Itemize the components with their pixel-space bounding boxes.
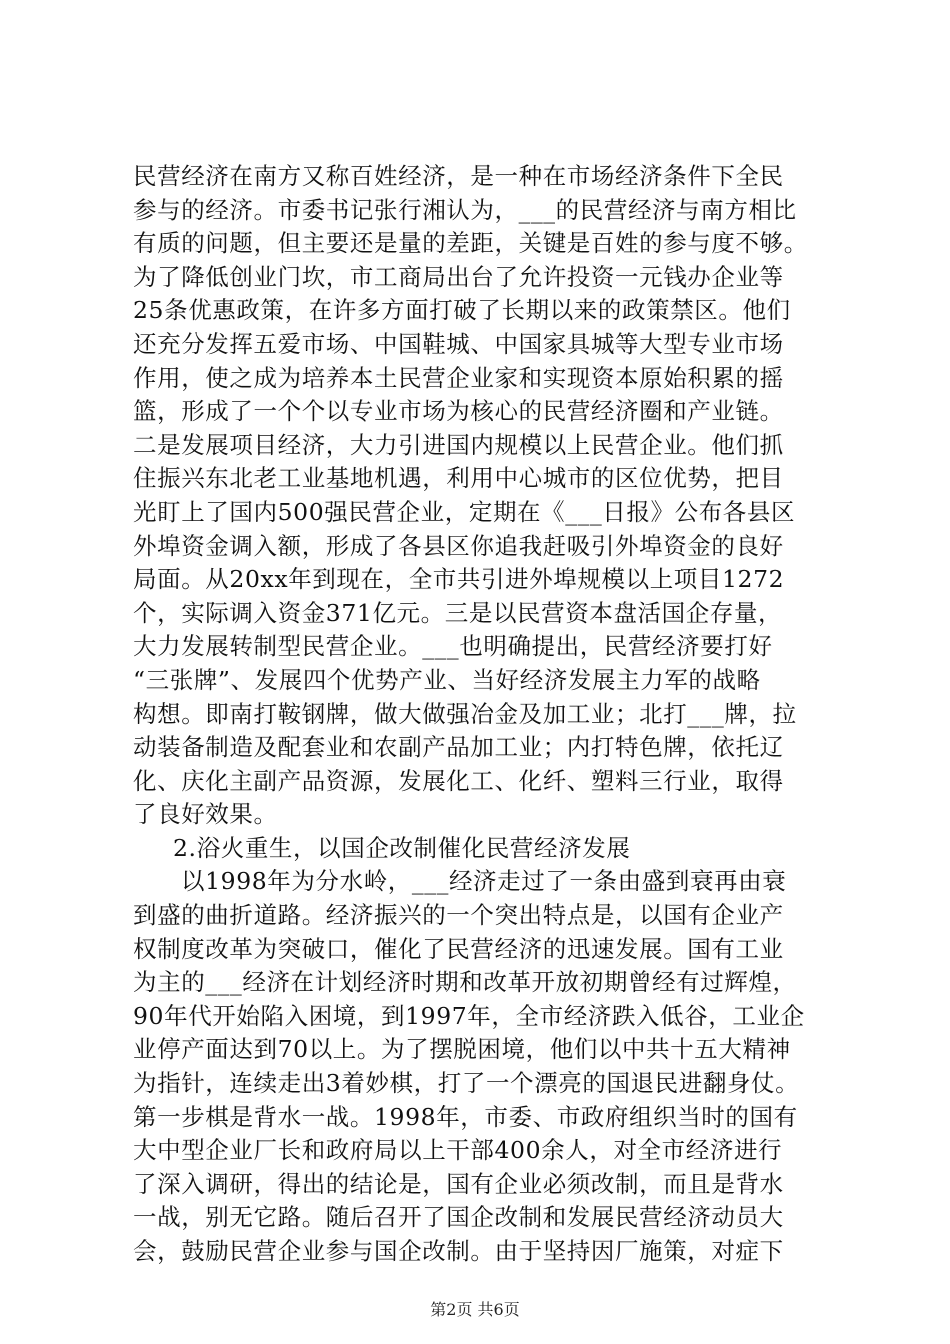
text-line: 到盛的曲折道路。经济振兴的一个突出特点是，以国有企业产 [133, 901, 784, 930]
text-line: 个，实际调入资金371亿元。三是以民营资本盘活国企存量， [133, 598, 783, 627]
text-line: 还充分发挥五爱市场、中国鞋城、中国家具城等大型专业市场 [133, 329, 784, 358]
text-line: “三张牌”、发展四个优势产业、当好经济发展主力军的战略 [133, 665, 761, 694]
text-line: 业停产面达到70以上。为了摆脱困境，他们以中共十五大精神 [133, 1035, 791, 1064]
text-line: 有质的问题，但主要还是量的差距，关键是百姓的参与度不够。 [133, 229, 808, 258]
text-line: 外埠资金调入额，形成了各县区你追我赶吸引外埠资金的良好 [133, 531, 784, 560]
text-line: 构想。即南打鞍钢牌，做大做强冶金及加工业；北打___牌，拉 [133, 699, 797, 728]
text-line: 权制度改革为突破口，催化了民营经济的迅速发展。国有工业 [133, 934, 784, 963]
text-line: 一战，别无它路。随后召开了国企改制和发展民营经济动员大 [133, 1203, 784, 1232]
text-line: 为指针，连续走出3着妙棋，打了一个漂亮的国退民进翻身仗。 [133, 1069, 800, 1098]
text-line: 二是发展项目经济，大力引进国内规模以上民营企业。他们抓 [133, 430, 784, 459]
page-footer: 第2页 共6页 [430, 1300, 520, 1319]
text-line: 了良好效果。 [133, 800, 278, 829]
text-line: 光盯上了国内500强民营企业，定期在《___日报》公布各县区 [133, 497, 796, 526]
text-line: 参与的经济。市委书记张行湘认为，___的民营经济与南方相比 [133, 195, 797, 224]
text-line: 会，鼓励民营企业参与国企改制。由于坚持因厂施策，对症下 [133, 1237, 784, 1265]
text-line: 大中型企业厂长和政府局以上干部400余人，对全市经济进行 [133, 1136, 783, 1165]
text-line: 以1998年为分水岭，___经济走过了一条由盛到衰再由衰 [181, 867, 787, 896]
text-line: 为了降低创业门坎，市工商局出台了允许投资一元钱办企业等 [133, 262, 784, 291]
text-line: 动装备制造及配套业和农副产品加工业；内打特色牌，依托辽 [133, 733, 784, 762]
text-line: 局面。从20xx年到现在，全市共引进外埠规模以上项目1272 [133, 565, 785, 594]
text-line: 90年代开始陷入困境，到1997年，全市经济跌入低谷，工业企 [133, 1001, 805, 1030]
body-text [133, 160, 833, 1269]
text-line: 化、庆化主副产品资源，发展化工、化纤、塑料三行业，取得 [133, 766, 784, 795]
text-line: 住振兴东北老工业基地机遇，利用中心城市的区位优势，把目 [133, 464, 784, 493]
text-line: 了深入调研，得出的结论是，国有企业必须改制，而且是背水 [133, 1169, 784, 1198]
text-line: 第一步棋是背水一战。1998年，市委、市政府组织当时的国有 [133, 1102, 798, 1131]
section-heading: 2.浴火重生，以国企改制催化民营经济发展 [173, 833, 631, 862]
text-line: 大力发展转制型民营企业。___也明确提出，民营经济要打好 [133, 632, 773, 661]
text-line: 篮，形成了一个个以专业市场为核心的民营经济圈和产业链。 [133, 397, 784, 426]
text-line: 25条优惠政策，在许多方面打破了长期以来的政策禁区。他们 [133, 296, 791, 325]
text-line: 作用，使之成为培养本土民营企业家和实现资本原始积累的摇 [133, 363, 784, 392]
text-line: 为主的___经济在计划经济时期和改革开放初期曾经有过辉煌， [133, 968, 797, 997]
text-line: 民营经济在南方又称百姓经济，是一种在市场经济条件下全民 [133, 162, 784, 190]
